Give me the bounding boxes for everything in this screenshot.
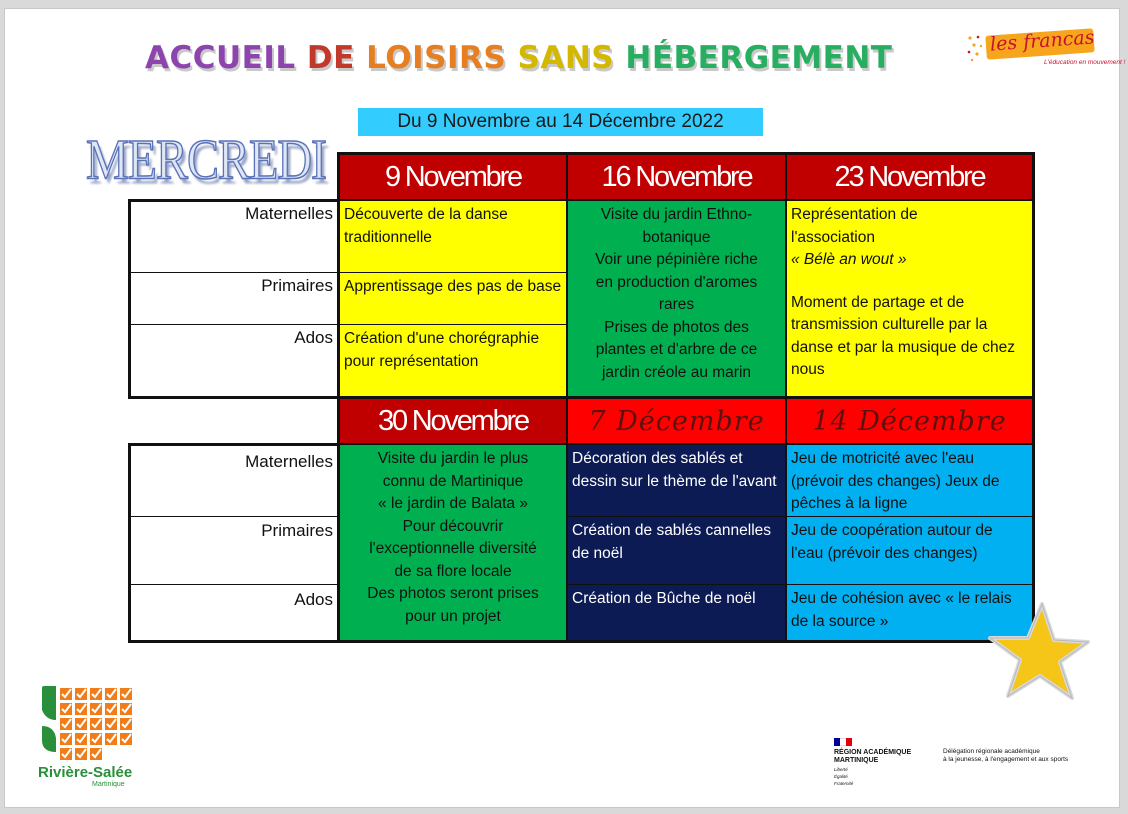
- cell-7dec-primaires: Création de sablés cannelles de noël: [568, 517, 785, 584]
- cell-line: plantes et d'arbre de ce: [595, 341, 758, 358]
- title-part: SANS: [517, 40, 626, 76]
- cell-9nov-maternelles: Découverte de la danse traditionnelle: [340, 201, 566, 272]
- bele-line-1: Représentation de: [791, 206, 918, 223]
- cell-30nov-all: [340, 445, 566, 640]
- riviere-salee-name: Rivière-Salée: [38, 764, 133, 781]
- cell-line: pour un projet: [405, 607, 501, 625]
- divider: [566, 155, 568, 396]
- francas-name: les francas: [989, 26, 1096, 56]
- delegation-text: [943, 748, 1068, 764]
- title-part: HÉBERGEMENT: [625, 40, 893, 76]
- divider: [785, 399, 787, 640]
- moment-partage: Moment de partage et de transmission culturelle par la danse et par la musique de chez nous: [791, 293, 1016, 378]
- header-9-novembre: 9 Novembre: [340, 155, 566, 199]
- francas-logo: [966, 26, 1126, 76]
- cell-7dec-maternelles: Décoration des sablés et dessin sur le thème de l'avant: [568, 445, 785, 516]
- main-title: [145, 40, 955, 76]
- star-icon: [980, 598, 1090, 708]
- cell-line: Voir une pépinière riche: [595, 251, 758, 268]
- divider: [568, 516, 785, 517]
- divider: [340, 324, 566, 325]
- delegation-line-2: à la jeunesse, à l'engagement et aux sports: [943, 756, 1069, 763]
- cell-line: de sa flore locale: [394, 562, 512, 580]
- title-part: LOISIRS: [366, 40, 518, 76]
- bele-line-2: l'association: [791, 228, 875, 246]
- cell-line: Prises de photos des: [604, 318, 749, 336]
- title-part: ACCUEIL: [145, 40, 307, 76]
- cell-line: « le jardin de Balata »: [378, 495, 528, 512]
- divider: [787, 516, 1032, 517]
- cell-9nov-primaires: Apprentissage des pas de base: [340, 273, 566, 324]
- french-flag-icon: [834, 738, 852, 746]
- divider: [787, 584, 1032, 585]
- row-label-maternelles: Maternelles: [131, 204, 337, 226]
- region-academique-logo: [834, 738, 911, 786]
- francas-tagline: L'éducation en mouvement !: [1044, 59, 1126, 66]
- day-label: MERCREDI: [86, 129, 327, 192]
- divider: [131, 516, 340, 517]
- cell-14dec-maternelles: Jeu de motricité avec l'eau (prévoir des changes) Jeux de pêches à la ligne: [787, 445, 1032, 516]
- block1-label-frame: [128, 199, 340, 399]
- row-label-primaires: Primaires: [131, 276, 337, 298]
- cell-14dec-ados: Jeu de cohésion avec « le relais de la source »: [787, 585, 1032, 640]
- cell-23nov-all: [787, 201, 1032, 396]
- cell-line: botanique: [642, 228, 711, 246]
- date-range-banner: Du 9 Novembre au 14 Décembre 2022: [358, 108, 763, 136]
- motto-2: Égalité: [834, 774, 848, 779]
- row-label-ados: Ados: [131, 590, 337, 612]
- cell-line: connu de Martinique: [382, 472, 524, 490]
- header-14-decembre: 14 Décembre: [787, 399, 1032, 443]
- cell-line: Pour découvrir: [402, 517, 504, 535]
- cell-16nov-all: [568, 201, 785, 396]
- cell-line: rares: [658, 296, 695, 313]
- divider: [131, 324, 340, 325]
- cell-line: Visite du jardin le plus: [377, 450, 529, 467]
- divider: [568, 584, 785, 585]
- divider: [785, 155, 787, 396]
- sparkle-dots-icon: [966, 34, 984, 62]
- header-16-novembre: 16 Novembre: [568, 155, 785, 199]
- divider: [131, 584, 340, 585]
- divider: [340, 199, 1032, 201]
- delegation-line-1: Délégation régionale académique: [943, 748, 1040, 755]
- cell-line: en production d'aromes: [595, 273, 758, 291]
- header-23-novembre: 23 Novembre: [787, 155, 1032, 199]
- region-line-2: MARTINIQUE: [834, 757, 879, 764]
- divider: [131, 272, 340, 273]
- header-7-decembre: 7 Décembre: [568, 399, 785, 443]
- divider: [340, 443, 1032, 445]
- cell-line: l'exceptionnelle diversité: [369, 540, 537, 557]
- cell-line: Des photos seront prises: [367, 585, 539, 602]
- region-line-1: RÉGION ACADÉMIQUE: [834, 749, 912, 756]
- bele-an-wout: « Bélè an wout »: [791, 251, 907, 268]
- cell-9nov-ados: Création d'une chorégraphie pour représentation: [340, 325, 566, 396]
- divider: [566, 399, 568, 640]
- row-label-maternelles: Maternelles: [131, 452, 337, 474]
- row-label-primaires: Primaires: [131, 521, 337, 543]
- divider: [340, 272, 566, 273]
- cell-line: Visite du jardin Ethno-: [600, 206, 753, 223]
- row-label-ados: Ados: [131, 328, 337, 350]
- motto-1: Liberté: [834, 767, 848, 772]
- cell-7dec-ados: Création de Bûche de noël: [568, 585, 785, 640]
- riviere-salee-sub: Martinique: [92, 781, 125, 788]
- cell-14dec-primaires: Jeu de coopération autour de l'eau (prévoir des changes): [787, 517, 1032, 584]
- cell-line: jardin créole au marin: [601, 363, 752, 381]
- motto-3: Fraternité: [834, 781, 854, 786]
- title-part: DE: [306, 40, 367, 76]
- header-30-novembre: 30 Novembre: [340, 399, 566, 443]
